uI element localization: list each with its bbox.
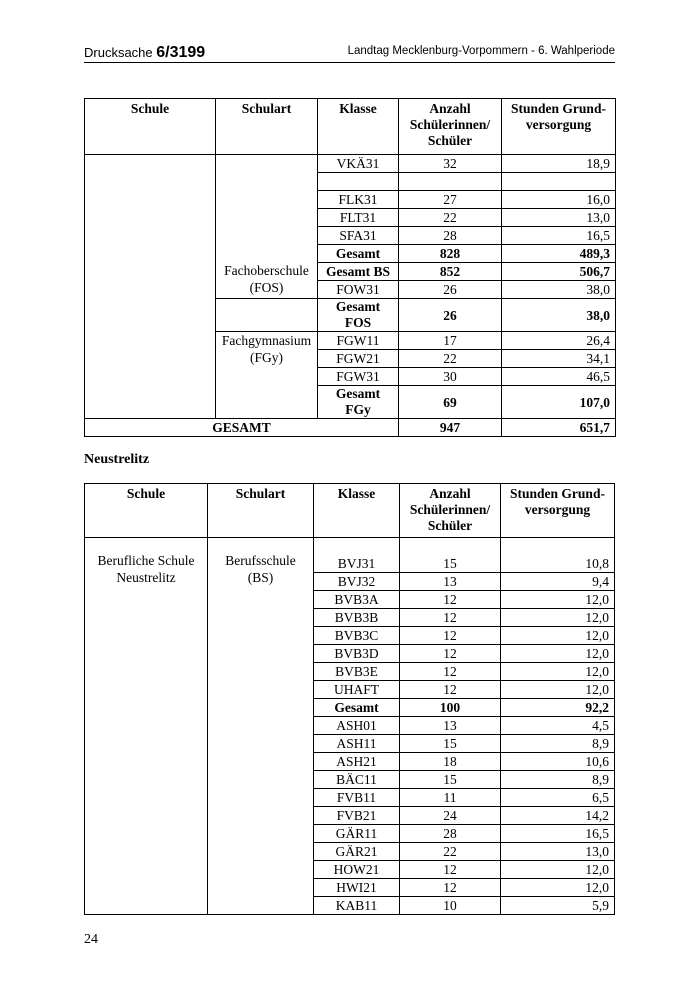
schule-cell-empty	[85, 155, 216, 419]
document-number: Drucksache 6/3199	[84, 44, 206, 61]
col-stunden: Stunden Grund- versorgung	[501, 484, 615, 538]
table-row: BVJ32 13 9,4	[85, 573, 615, 591]
schulart-berufsschule: Berufsschule (BS)	[208, 538, 314, 915]
table-row: FOW31 26 38,0	[85, 281, 616, 299]
col-anzahl: Anzahl Schülerinnen/ Schüler	[399, 99, 502, 155]
col-stunden: Stunden Grund- versorgung	[502, 99, 616, 155]
table-row: FVB11 11 6,5	[85, 789, 615, 807]
table-row: BVB3A 12 12,0	[85, 591, 615, 609]
col-schulart: Schulart	[208, 484, 314, 538]
table-row: Fachgymnasium (FGy) FGW11 17 26,4	[85, 332, 616, 350]
col-schule: Schule	[85, 99, 216, 155]
table-header-row	[85, 99, 616, 155]
table-row: HOW21 12 12,0	[85, 861, 615, 879]
table-row: FGW21 22 34,1	[85, 350, 616, 368]
parliament-period: Landtag Mecklenburg-Vorpommern - 6. Wahlperiode	[347, 45, 615, 57]
table-row: BVB3D 12 12,0	[85, 645, 615, 663]
subtotal-row: Gesamt BS 852 506,7	[85, 263, 616, 281]
table-row: BVB3E 12 12,0	[85, 663, 615, 681]
table-row: FLK31 27 16,0	[85, 191, 616, 209]
table-row: BVB3B 12 12,0	[85, 609, 615, 627]
subtotal-row: Gesamt FOS 26 38,0	[85, 299, 616, 332]
table-header-row	[85, 484, 615, 538]
subtotal-row: Gesamt FGy 69 107,0	[85, 386, 616, 419]
col-klasse: Klasse	[318, 99, 399, 155]
section-heading-neustrelitz: Neustrelitz	[84, 452, 150, 467]
schulart-cell-empty	[216, 299, 318, 332]
page-header	[84, 40, 615, 63]
subtotal-row: Gesamt 828 489,3	[85, 245, 616, 263]
schulart-fos: Fachoberschule (FOS)	[216, 155, 318, 299]
table-previous-school	[84, 98, 616, 437]
grand-total-row: GESAMT 947 651,7	[85, 419, 616, 437]
schule-berufliche-schule-neustrelitz: Berufliche Schule Neustrelitz	[85, 538, 208, 915]
table-row: UHAFT 12 12,0	[85, 681, 615, 699]
spacer-row	[85, 538, 615, 556]
table-row: Fachoberschule (FOS) VKÄ31 32 18,9	[85, 155, 616, 173]
col-schule: Schule	[85, 484, 208, 538]
table-row: FGW31 30 46,5	[85, 368, 616, 386]
table-row: BVB3C 12 12,0	[85, 627, 615, 645]
table-row: HWI21 12 12,0	[85, 879, 615, 897]
col-schulart: Schulart	[216, 99, 318, 155]
table-row: KAB11 10 5,9	[85, 897, 615, 915]
table-row: ASH21 18 10,6	[85, 753, 615, 771]
table-row: BVJ31 15 10,8	[85, 555, 615, 573]
col-anzahl: Anzahl Schülerinnen/ Schüler	[400, 484, 501, 538]
col-klasse: Klasse	[314, 484, 400, 538]
table-neustrelitz	[84, 483, 615, 915]
table-row: SFA31 28 16,5	[85, 227, 616, 245]
table-row: GÄR11 28 16,5	[85, 825, 615, 843]
table-row: ASH01 13 4,5	[85, 717, 615, 735]
table-row: FLT31 22 13,0	[85, 209, 616, 227]
table-row: FVB21 24 14,2	[85, 807, 615, 825]
table-row: ASH11 15 8,9	[85, 735, 615, 753]
page-number: 24	[84, 932, 98, 947]
schulart-fgy: Fachgymnasium (FGy)	[216, 332, 318, 419]
subtotal-row: Gesamt 100 92,2	[85, 699, 615, 717]
table-row: BÄC11 15 8,9	[85, 771, 615, 789]
table-row: GÄR21 22 13,0	[85, 843, 615, 861]
